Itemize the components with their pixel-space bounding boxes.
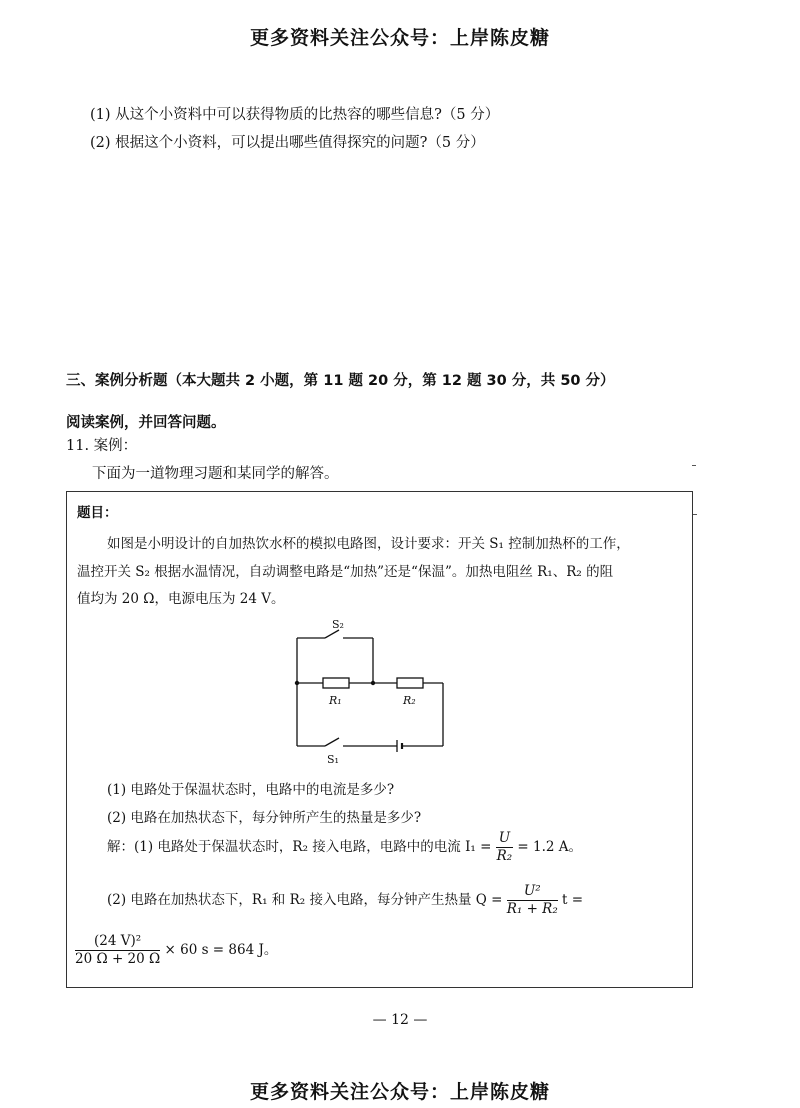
question-2: (2) 根据这个小资料，可以提出哪些值得探究的问题?（5 分） [90, 135, 485, 151]
label-s2: S₂ [332, 618, 344, 631]
solution-2-prefix: (2) 电路在加热状态下，R₁ 和 R₂ 接入电路，每分钟产生热量 Q = [107, 892, 503, 908]
section-heading: 三、案例分析题（本大题共 2 小题，第 11 题 20 分，第 12 题 30 分，共 50 分） [66, 373, 615, 389]
solution-3-suffix: × 60 s = 864 J。 [164, 942, 278, 958]
fraction-u-over-r2: $\frac{U}{\text{R₂}}$ [496, 830, 513, 864]
fraction-u2-over-r1r2: $\frac{\text{U²}}{\text{R₁ + R₂}}$ [506, 883, 558, 917]
solution-line-2 [107, 883, 583, 918]
page-number: — 12 — [372, 1012, 428, 1028]
question-11-label: 11. 案例： [66, 438, 138, 454]
solution-2-suffix: t = [562, 892, 584, 908]
sub-question-1: (1) 电路处于保温状态时，电路中的电流是多少? [107, 782, 395, 798]
label-s1: S₁ [327, 753, 339, 766]
scan-mark [693, 514, 697, 515]
problem-line-2: 温控开关 S₂ 根据水温情况，自动调整电路是“加热”还是“保温”。加热电阻丝 R₁、R₂ 的阻 [77, 564, 614, 580]
case-intro: 下面为一道物理习题和某同学的解答。 [92, 466, 339, 482]
sub-question-2: (2) 电路在加热状态下，每分钟所产生的热量是多少? [107, 810, 422, 826]
label-r1: R₁ [329, 694, 342, 707]
problem-box [66, 491, 693, 988]
problem-line-3: 值均为 20 Ω，电源电压为 24 V。 [77, 591, 285, 607]
circuit-diagram [287, 616, 457, 766]
section-instruction: 阅读案例，并回答问题。 [66, 415, 226, 431]
question-1: (1) 从这个小资料中可以获得物质的比热容的哪些信息?（5 分） [90, 107, 500, 123]
solution-line-3 [75, 933, 277, 968]
header-banner: 更多资料关注公众号：上岸陈皮糖 [249, 27, 550, 49]
solution-line-1 [107, 830, 582, 865]
scan-mark [692, 465, 696, 466]
solution-1-suffix: = 1.2 A。 [517, 839, 583, 855]
problem-line-1: 如图是小明设计的自加热饮水杯的模拟电路图，设计要求：开关 S₁ 控制加热杯的工作， [107, 536, 630, 552]
label-r2: R₂ [403, 694, 416, 707]
solution-1-prefix: 解：(1) 电路处于保温状态时，R₂ 接入电路，电路中的电流 I₁ = [107, 839, 492, 855]
footer-banner: 更多资料关注公众号：上岸陈皮糖 [249, 1081, 550, 1103]
problem-title: 题目： [77, 505, 118, 521]
fraction-result: $\frac{\text{(24 V)²}}{20 \Omega + 20 \Omega}$ [75, 933, 161, 967]
